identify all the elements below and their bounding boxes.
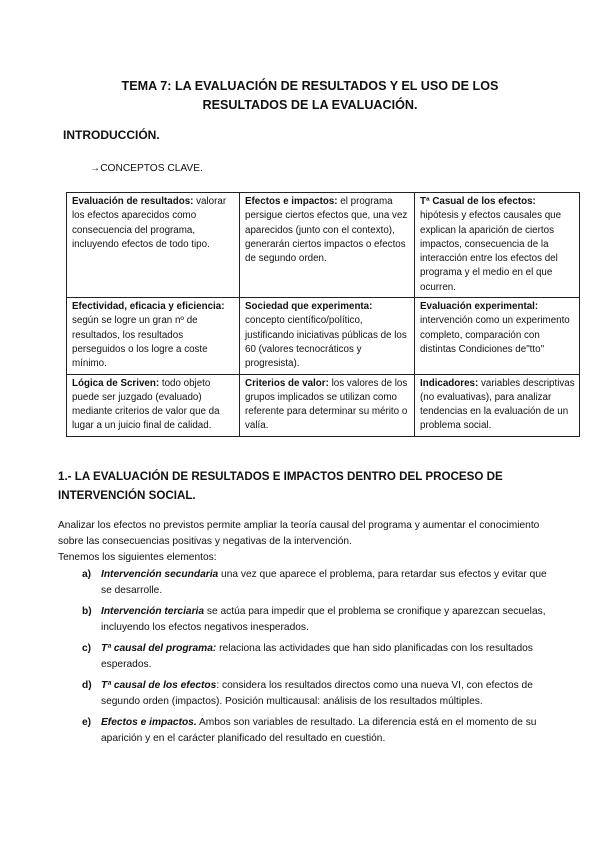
item-text: se actúa para impedir que el problema se cronifique y aparezcan secuelas, incluyendo los efectos negativos inesperados.: [101, 606, 546, 633]
page-title: [60, 77, 560, 115]
cell-term: Efectos e impactos:: [245, 196, 338, 207]
table-cell: [415, 374, 580, 436]
list-marker: c): [82, 643, 92, 654]
table-row: [67, 374, 580, 436]
cell-term: Tª Casual de los efectos:: [420, 196, 536, 207]
cell-term: Indicadores:: [420, 377, 479, 389]
cell-term: Criterios de valor:: [245, 377, 329, 389]
section-paragraph: Analizar los efectos no previstos permite ampliar la teoría causal del programa y aumentar el conocimiento sobre las consecuencias positivas y negativas de la intervención.: [58, 520, 540, 547]
cell-term: Evaluación experimental:: [420, 301, 539, 313]
list-item: [82, 567, 552, 599]
item-term: Tª causal de los efectos: [101, 680, 217, 691]
list-marker: e): [82, 717, 92, 728]
table-cell: [415, 193, 580, 298]
table-cell: [67, 298, 240, 374]
item-text: Ambos son variables de resultado. La diferencia está en el momento de su aparición y en el carácter planificado del resultado en cuestión.: [101, 717, 537, 744]
table-cell: [240, 298, 415, 374]
item-term: Efectos e impactos.: [101, 717, 197, 728]
list-item: [82, 641, 552, 673]
cell-term: Efectividad, eficacia y eficiencia:: [72, 301, 225, 313]
table-cell: [67, 374, 240, 436]
table-cell: [240, 193, 415, 298]
cell-term: Evaluación de resultados:: [72, 196, 194, 207]
intro-heading: INTRODUCCIÓN.: [63, 128, 160, 142]
table-cell: [415, 298, 580, 374]
table-cell: [240, 374, 415, 436]
cell-text: valorar los efectos aparecidos como consecuencia del programa, incluyendo efectos de todo tipo.: [72, 196, 227, 250]
elements-list: [82, 567, 552, 752]
cell-text: intervención como un experimento completo, comparación con distintas Condiciones de"tto": [420, 315, 570, 355]
concepts-table: [66, 192, 580, 437]
cell-text: los valores de los grupos implicados se utilizan como referente para determinar su mérito o valía.: [245, 377, 408, 432]
list-item: [82, 604, 552, 636]
cell-text: el programa persigue ciertos efectos que, una vez aparecidos (junto con el contexto), generarán ciertos impactos o efectos de segundo orden.: [245, 196, 408, 265]
cell-text: según se logre un gran nº de resultados, los resultados perseguidos o los logre a coste mínimo.: [72, 315, 208, 370]
elements-lead: Tenemos los siguientes elementos:: [58, 552, 217, 563]
cell-text: variables descriptivas (no evaluativas), para analizar tendencias en la evaluación de un problema social.: [420, 377, 575, 432]
table-row: [67, 193, 580, 298]
table-row: [67, 298, 580, 374]
cell-text: hipótesis y efectos causales que explican la aparición de ciertos impactos, consecuencia de la interacción entre los efectos del programa y el medio en el que ocurren.: [420, 210, 562, 293]
item-term: Intervención secundaria: [101, 569, 219, 580]
item-text: relaciona las actividades que han sido planificadas con los resultados esperados.: [101, 643, 533, 670]
list-marker: b): [82, 606, 92, 617]
list-marker: d): [82, 680, 92, 691]
list-item: [82, 715, 552, 747]
cell-text: todo objeto puede ser juzgado (evaluado) mediante criterios de valor que da lugar a un juicio final de calidad.: [72, 377, 220, 432]
item-text: una vez que aparece el problema, para retardar sus efectos y evitar que se desarrolle.: [101, 569, 547, 596]
cell-text: concepto científico/político, justificando iniciativas públicas de los 60 (valores tecnocráticos y progresista).: [245, 315, 407, 370]
item-term: Intervención terciaria: [101, 606, 205, 617]
item-term: Tª causal del programa:: [101, 643, 217, 654]
table-cell: [67, 193, 240, 298]
cell-term: Lógica de Scriven:: [72, 377, 160, 389]
list-item: [82, 678, 552, 710]
section-heading: 1.- LA EVALUACIÓN DE RESULTADOS E IMPACTOS DENTRO DEL PROCESO DE INTERVENCIÓN SOCIAL.: [58, 470, 503, 502]
list-marker: a): [82, 569, 92, 580]
concepts-label: →CONCEPTOS CLAVE.: [90, 163, 203, 174]
item-text: : considera los resultados directos como una nueva VI, con efectos de segundo orden (impactos). Posición multicausal: análisis de los resultados múltiples.: [101, 680, 533, 707]
title-line-1: TEMA 7: LA EVALUACIÓN DE RESULTADOS Y EL USO DE LOS: [121, 79, 499, 93]
title-line-2: RESULTADOS DE LA EVALUACIÓN.: [202, 98, 418, 112]
cell-term: Sociedad que experimenta:: [245, 301, 373, 313]
